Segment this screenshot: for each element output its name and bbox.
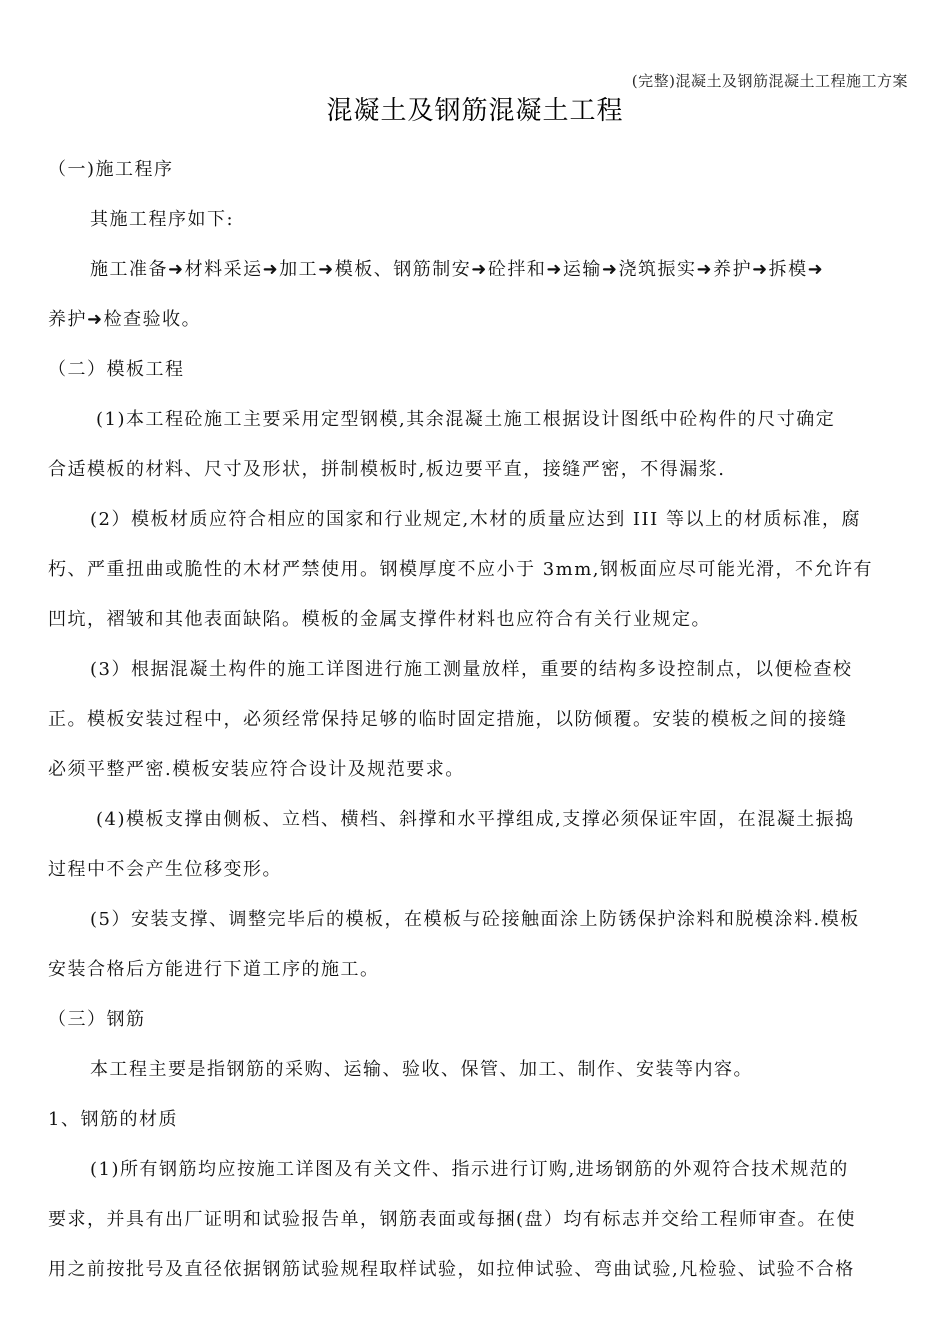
paragraph-line: 用之前按批号及直径依据钢筋试验规程取样试验，如拉伸试验、弯曲试验,凡检验、试验不合格 xyxy=(48,1259,855,1280)
paragraph-line: 其施工程序如下: xyxy=(90,209,235,230)
section-heading-formwork: （二）模板工程 xyxy=(48,359,185,380)
paragraph-line: (1)本工程砼施工主要采用定型钢模,其余混凝土施工根据设计图纸中砼构件的尺寸确定 xyxy=(96,409,836,430)
paragraph-line: (3）根据混凝土构件的施工详图进行施工测量放样，重要的结构多设控制点，以便检查校 xyxy=(90,659,853,680)
document-header-note: (完整)混凝土及钢筋混凝土工程施工方案 xyxy=(631,72,908,90)
subsection-heading-rebar-material: 1、钢筋的材质 xyxy=(48,1109,178,1130)
paragraph-line: 必须平整严密.模板安装应符合设计及规范要求。 xyxy=(48,759,465,780)
paragraph-line: (4)模板支撑由侧板、立档、横档、斜撑和水平撑组成,支撑必须保证牢固，在混凝土振捣 xyxy=(96,809,855,830)
paragraph-line: 安装合格后方能进行下道工序的施工。 xyxy=(48,959,380,980)
paragraph-line: (5）安装支撑、调整完毕后的模板，在模板与砼接触面涂上防锈保护涂料和脱模涂料.模板 xyxy=(90,909,860,930)
paragraph-line: 本工程主要是指钢筋的采购、运输、验收、保管、加工、制作、安装等内容。 xyxy=(90,1059,753,1080)
document-body xyxy=(48,145,908,1295)
paragraph-line: (1)所有钢筋均应按施工详图及有关文件、指示进行订购,进场钢筋的外观符合技术规范的 xyxy=(90,1159,849,1180)
paragraph-line: (2）模板材质应符合相应的国家和行业规定,木材的质量应达到 III 等以上的材质标准，腐 xyxy=(90,509,861,530)
paragraph-line: 正。模板安装过程中，必须经常保持足够的临时固定措施，以防倾覆。安装的模板之间的接缝 xyxy=(48,709,848,730)
paragraph-line: 凹坑，褶皱和其他表面缺陷。模板的金属支撑件材料也应符合有关行业规定。 xyxy=(48,609,711,630)
paragraph-line: 施工准备➜材料采运➜加工➜模板、钢筋制安➜砼拌和➜运输➜浇筑振实➜养护➜拆模➜ xyxy=(90,259,825,280)
paragraph-line: 要求，并具有出厂证明和试验报告单，钢筋表面或每捆(盘）均有标志并交给工程师审查。在使 xyxy=(48,1209,857,1230)
section-heading-rebar: （三）钢筋 xyxy=(48,1009,146,1030)
paragraph-line: 养护➜检查验收。 xyxy=(48,309,202,330)
section-heading-procedure: （一)施工程序 xyxy=(48,159,174,180)
paragraph-line: 过程中不会产生位移变形。 xyxy=(48,859,282,880)
paragraph-line: 朽、严重扭曲或脆性的木材严禁使用。钢模厚度不应小于 3mm,钢板面应尽可能光滑，不允许有 xyxy=(48,559,874,580)
page-title: 混凝土及钢筋混凝土工程 xyxy=(326,96,624,126)
paragraph-line: 合适模板的材料、尺寸及形状，拼制模板时,板边要平直，接缝严密，不得漏浆. xyxy=(48,459,726,480)
